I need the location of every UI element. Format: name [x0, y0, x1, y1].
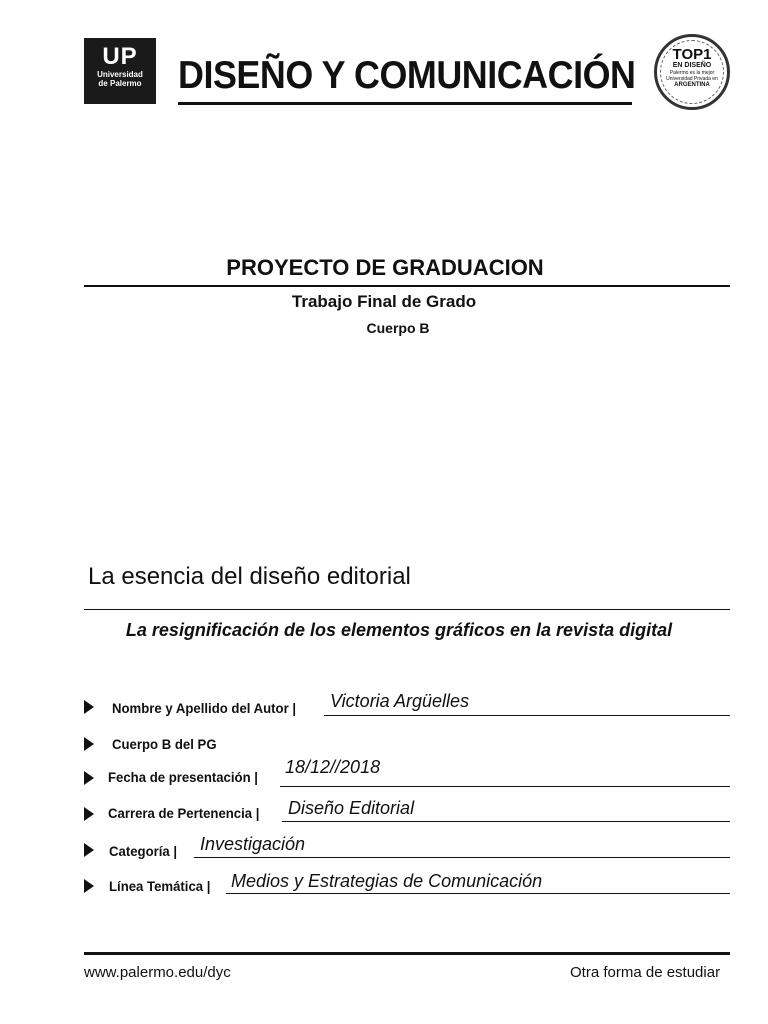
- thesis-title: La esencia del diseño editorial: [88, 563, 411, 590]
- footer-divider: [84, 952, 730, 955]
- field-value: Investigación: [200, 834, 306, 854]
- field-value: Victoria Argüelles: [330, 691, 470, 711]
- field-underline: [280, 786, 730, 787]
- footer-tagline: Otra forma de estudiar: [570, 964, 721, 981]
- bullet-arrow-icon: [84, 700, 94, 714]
- project-title: PROYECTO DE GRADUACION: [226, 255, 544, 280]
- bullet-arrow-icon: [84, 879, 94, 893]
- bullet-arrow-icon: [84, 737, 94, 751]
- seal-top-text: TOP1: [672, 46, 712, 63]
- field-value: Medios y Estrategias de Comunicación: [231, 871, 543, 891]
- bullet-arrow-icon: [84, 843, 94, 857]
- project-body-label: Cuerpo B: [366, 320, 430, 336]
- field-value: 18/12//2018: [285, 757, 381, 777]
- field-value: Diseño Editorial: [288, 798, 415, 818]
- seal-bottom-text: ARGENTINA: [674, 82, 710, 88]
- thesis-divider: [84, 609, 730, 610]
- field-label: Categoría |: [109, 843, 178, 859]
- project-title-divider: [84, 285, 730, 287]
- field-underline: [282, 821, 730, 822]
- logo-line-1: Universidad: [97, 70, 143, 79]
- field-underline: [226, 893, 730, 894]
- top1-seal: [654, 34, 730, 110]
- field-label: Cuerpo B del PG: [112, 736, 217, 752]
- project-subtitle: Trabajo Final de Grado: [291, 292, 477, 311]
- field-underline: [324, 715, 730, 716]
- header-divider: [178, 102, 632, 105]
- field-label: Nombre y Apellido del Autor |: [112, 700, 297, 716]
- university-logo: [84, 38, 156, 104]
- seal-small-text-2: Universidad Privada en: [666, 76, 718, 82]
- field-label: Línea Temática |: [109, 878, 211, 894]
- bullet-arrow-icon: [84, 771, 94, 785]
- faculty-title: DISEÑO Y COMUNICACIÓN: [178, 54, 636, 97]
- bullet-arrow-icon: [84, 807, 94, 821]
- field-underline: [194, 857, 730, 858]
- seal-mid-text: EN DISEÑO: [672, 62, 712, 69]
- logo-line-2: de Palermo: [98, 79, 142, 88]
- logo-mark: UP: [102, 43, 138, 70]
- thesis-subtitle: La resignificación de los elementos gráficos en la revista digital: [125, 620, 673, 640]
- seal-small-text-1: Palermo es la mejor: [669, 70, 715, 76]
- field-label: Fecha de presentación |: [108, 769, 258, 785]
- field-label: Carrera de Pertenencia |: [108, 805, 260, 821]
- footer-url: www.palermo.edu/dyc: [84, 964, 231, 981]
